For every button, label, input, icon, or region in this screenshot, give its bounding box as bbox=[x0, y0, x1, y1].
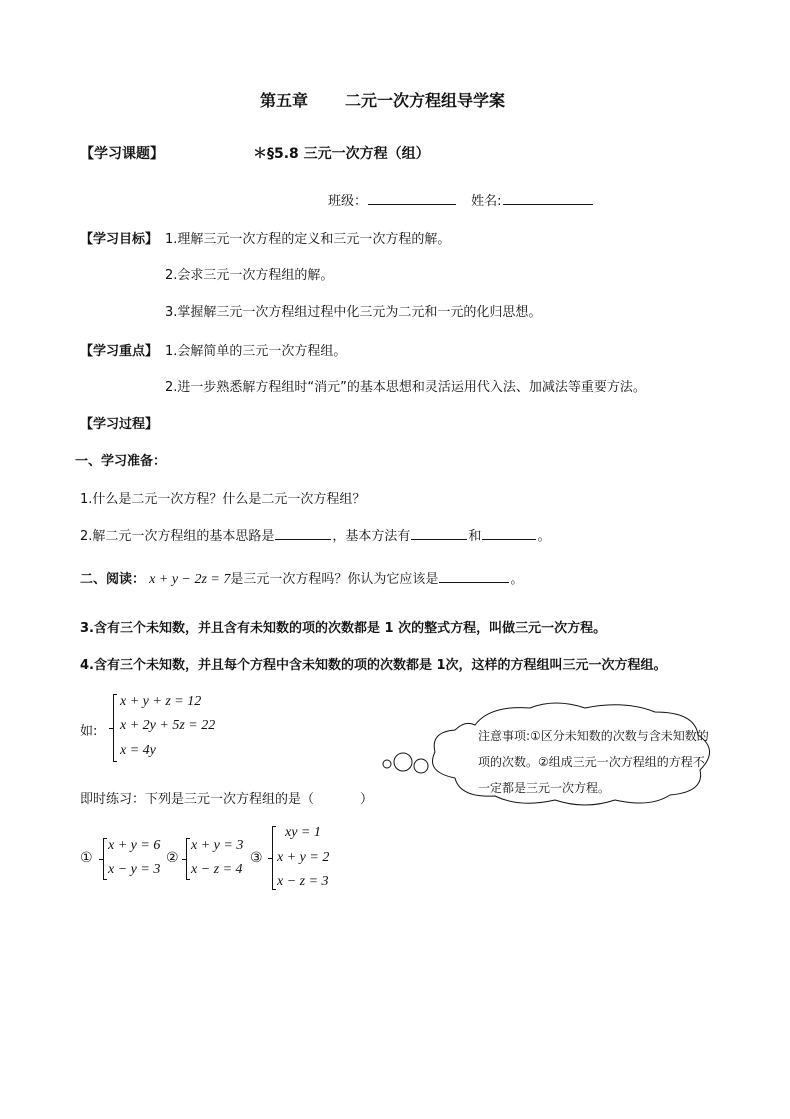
q2-blank-3[interactable] bbox=[482, 538, 536, 540]
section-reading: 二、阅读： bbox=[80, 572, 146, 587]
question-1: 1.什么是二元一次方程？什么是二元一次方程组？ bbox=[80, 492, 366, 507]
q2-blank-1[interactable] bbox=[275, 538, 331, 540]
note-label: 注意事项: bbox=[478, 729, 531, 743]
key-label: 【学习重点】 bbox=[80, 344, 159, 359]
reading-equation: x + y − 2z = 7 bbox=[149, 572, 231, 587]
option-1-brace bbox=[103, 838, 104, 880]
exercise-answer-blank[interactable] bbox=[315, 801, 359, 803]
class-blank[interactable] bbox=[368, 203, 456, 205]
exercise-prompt bbox=[80, 788, 373, 807]
section-preparation: 一、学习准备： bbox=[75, 454, 167, 469]
option-1-eq: x − y = 3 bbox=[108, 862, 161, 877]
name-blank[interactable] bbox=[503, 203, 593, 205]
definition-4: 4.含有三个未知数，并且每个方程中含未知数的项的次数都是 1次，这样的方程组叫三元一次方程组。 bbox=[80, 658, 667, 673]
option-3-eq: x + y = 2 bbox=[277, 850, 330, 865]
exercise-end: ） bbox=[360, 792, 374, 807]
example-eq: x = 4y bbox=[120, 743, 156, 758]
class-name-line bbox=[328, 190, 594, 209]
chapter-title: 二元一次方程组导学案 bbox=[345, 91, 506, 110]
question-2 bbox=[80, 525, 550, 544]
option-3-eq: x − z = 3 bbox=[277, 874, 329, 889]
topic-label: 【学习课题】 bbox=[80, 146, 164, 162]
example-eq: x + y + z = 12 bbox=[120, 694, 202, 709]
reading-blank[interactable] bbox=[439, 581, 509, 583]
option-1-mark: ① bbox=[80, 850, 93, 866]
q2-blank-2[interactable] bbox=[411, 538, 467, 540]
goal-item: 2.会求三元一次方程组的解。 bbox=[165, 268, 334, 283]
option-2-brace bbox=[186, 838, 187, 880]
reading-line bbox=[80, 568, 523, 588]
q2-text-b: ，基本方法有 bbox=[332, 529, 411, 544]
name-label: 姓名: bbox=[471, 194, 502, 209]
option-2-eq: x − z = 4 bbox=[191, 862, 243, 877]
goal-item: 3.掌握解三元一次方程组过程中化三元为二元和一元的化归思想。 bbox=[165, 305, 542, 320]
class-label: 班级： bbox=[328, 194, 368, 209]
exercise-text: 即时练习：下列是三元一次方程组的是（ bbox=[80, 792, 315, 807]
goal-item: 1.理解三元一次方程的定义和三元一次方程的解。 bbox=[165, 232, 451, 247]
option-3-mark: ③ bbox=[250, 850, 263, 866]
option-2-eq: x + y = 3 bbox=[191, 838, 244, 853]
q2-text-d: 。 bbox=[537, 529, 551, 544]
example-eq: x + 2y + 5z = 22 bbox=[120, 718, 216, 733]
option-1-eq: x + y = 6 bbox=[108, 838, 161, 853]
chapter-number: 第五章 bbox=[260, 91, 309, 110]
example-brace bbox=[113, 694, 114, 762]
key-item: 2.进一步熟悉解方程组时“消元”的基本思想和灵活运用代入法、加减法等重要方法。 bbox=[165, 380, 646, 395]
reading-end: 。 bbox=[510, 572, 524, 587]
definition-3: 3.含有三个未知数，并且含有未知数的项的次数都是 1 次的整式方程，叫做三元一次方程。 bbox=[80, 621, 607, 636]
example-label: 如: bbox=[80, 724, 98, 739]
goal-label: 【学习目标】 bbox=[80, 232, 159, 247]
note-text bbox=[478, 723, 710, 801]
option-3-brace bbox=[272, 826, 273, 890]
topic-title: ＊§5.8 三元一次方程（组） bbox=[253, 146, 430, 162]
option-3-eq: xy = 1 bbox=[285, 825, 321, 840]
reading-question: 是三元一次方程吗？你认为它应该是 bbox=[230, 572, 439, 587]
q2-text-c: 和 bbox=[468, 529, 482, 544]
note-body: ①区分未知数的次数与含未知数的项的次数。②组成三元一次方程组的方程不一定都是三元一次方程。 bbox=[478, 729, 709, 795]
option-2-mark: ② bbox=[166, 850, 179, 866]
q2-text-a: 2.解二元一次方程组的基本思路是 bbox=[80, 529, 275, 544]
key-item: 1.会解简单的三元一次方程组。 bbox=[165, 344, 347, 359]
process-label: 【学习过程】 bbox=[80, 417, 159, 432]
